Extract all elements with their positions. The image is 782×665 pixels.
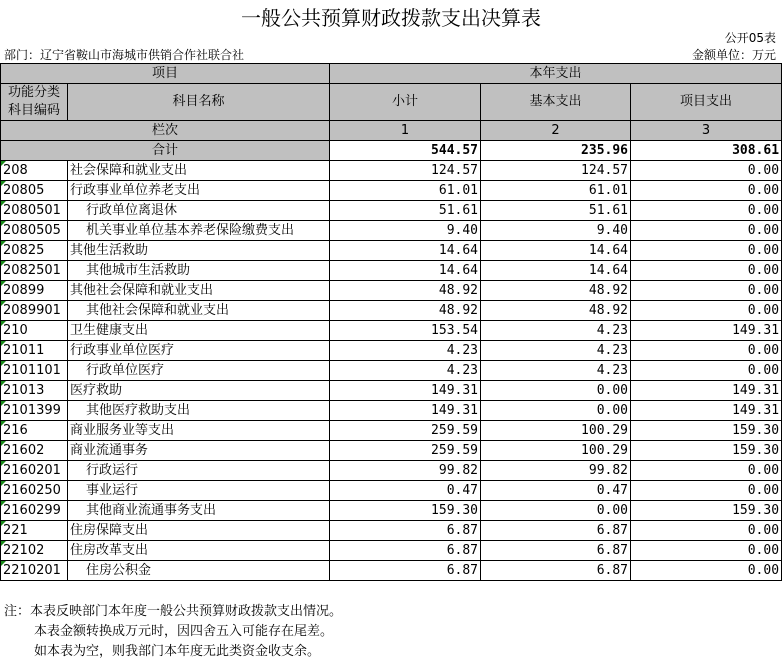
total-subtotal: 544.57 [330, 141, 481, 161]
header-current-year: 本年支出 [330, 64, 782, 84]
table-row [1, 441, 782, 461]
project-expense-cell: 0.00 [631, 541, 782, 561]
page-title: 一般公共预算财政拨款支出决算表 [241, 6, 541, 30]
basic-expense-cell: 0.47 [481, 481, 631, 501]
subject-code-cell: 216 [1, 421, 68, 441]
subtotal-cell: 153.54 [330, 321, 481, 341]
subtotal-cell: 61.01 [330, 181, 481, 201]
subtotal-cell: 149.31 [330, 381, 481, 401]
subject-code-cell: 2082501 [1, 261, 68, 281]
header-row-2 [1, 84, 782, 121]
table-row [1, 421, 782, 441]
subject-name-cell: 行政事业单位养老支出 [68, 181, 330, 201]
subject-code-cell: 2080501 [1, 201, 68, 221]
project-expense-cell: 0.00 [631, 521, 782, 541]
subject-name-cell: 其他社会保障和就业支出 [68, 281, 330, 301]
subject-code-cell: 20899 [1, 281, 68, 301]
subject-code-cell: 221 [1, 521, 68, 541]
subject-code-cell: 22102 [1, 541, 68, 561]
subject-code-cell: 2101101 [1, 361, 68, 381]
subtotal-cell: 4.23 [330, 341, 481, 361]
project-expense-cell: 149.31 [631, 401, 782, 421]
subject-name-cell: 其他城市生活救助 [68, 261, 330, 281]
basic-expense-cell: 0.00 [481, 381, 631, 401]
column-index-3: 3 [631, 121, 782, 141]
subject-name-cell: 行政事业单位医疗 [68, 341, 330, 361]
subject-code-cell: 2210201 [1, 561, 68, 581]
note-3: 如本表为空，则我部门本年度无此类资金收支余。 [34, 644, 321, 659]
subject-code-cell: 21011 [1, 341, 68, 361]
subject-code-cell: 20825 [1, 241, 68, 261]
subject-code-cell: 20805 [1, 181, 68, 201]
subtotal-cell: 4.23 [330, 361, 481, 381]
basic-expense-cell: 4.23 [481, 321, 631, 341]
subject-name-cell: 其他医疗救助支出 [68, 401, 330, 421]
subtotal-cell: 259.59 [330, 421, 481, 441]
table-row [1, 201, 782, 221]
subtotal-cell: 6.87 [330, 521, 481, 541]
total-project: 308.61 [631, 141, 782, 161]
basic-expense-cell: 9.40 [481, 221, 631, 241]
subject-name-cell: 住房改革支出 [68, 541, 330, 561]
subject-code-cell: 21602 [1, 441, 68, 461]
project-expense-cell: 159.30 [631, 501, 782, 521]
table-row [1, 281, 782, 301]
project-expense-cell: 0.00 [631, 221, 782, 241]
note-2: 本表金额转换成万元时，因四舍五入可能存在尾差。 [34, 624, 334, 639]
column-index-row [1, 121, 782, 141]
department-label: 部门：辽宁省鞍山市海城市供销合作社联合社 [4, 48, 245, 62]
basic-expense-cell: 48.92 [481, 301, 631, 321]
subject-code-cell: 2160201 [1, 461, 68, 481]
subtotal-cell: 159.30 [330, 501, 481, 521]
basic-expense-cell: 14.64 [481, 241, 631, 261]
total-basic: 235.96 [481, 141, 631, 161]
table-row [1, 541, 782, 561]
basic-expense-cell: 6.87 [481, 541, 631, 561]
subject-name-cell: 商业流通事务 [68, 441, 330, 461]
subject-code-cell: 2160250 [1, 481, 68, 501]
project-expense-cell: 0.00 [631, 261, 782, 281]
note-1: 注：本表反映部门本年度一般公共预算财政拨款支出情况。 [4, 604, 343, 619]
subtotal-cell: 48.92 [330, 301, 481, 321]
total-label: 合计 [1, 141, 330, 161]
subject-name-cell: 住房公积金 [68, 561, 330, 581]
subtotal-cell: 259.59 [330, 441, 481, 461]
table-row [1, 361, 782, 381]
project-expense-cell: 0.00 [631, 281, 782, 301]
subtotal-cell: 6.87 [330, 561, 481, 581]
project-expense-cell: 149.31 [631, 381, 782, 401]
subject-name-cell: 机关事业单位基本养老保险缴费支出 [68, 221, 330, 241]
header-basic: 基本支出 [481, 84, 631, 121]
subject-name-cell: 事业运行 [68, 481, 330, 501]
subject-code-cell: 208 [1, 161, 68, 181]
subtotal-cell: 14.64 [330, 241, 481, 261]
table-row [1, 341, 782, 361]
subject-name-cell: 社会保障和就业支出 [68, 161, 330, 181]
project-expense-cell: 0.00 [631, 161, 782, 181]
project-expense-cell: 0.00 [631, 461, 782, 481]
subject-code-cell: 2160299 [1, 501, 68, 521]
subject-name-cell: 其他社会保障和就业支出 [68, 301, 330, 321]
amount-unit-label: 金额单位：万元 [691, 48, 776, 62]
subject-code-cell: 2089901 [1, 301, 68, 321]
table-row [1, 501, 782, 521]
total-row [1, 141, 782, 161]
subject-code-cell: 2101399 [1, 401, 68, 421]
basic-expense-cell: 14.64 [481, 261, 631, 281]
table-row [1, 161, 782, 181]
project-expense-cell: 159.30 [631, 421, 782, 441]
subtotal-cell: 124.57 [330, 161, 481, 181]
table-row [1, 181, 782, 201]
header-row-1 [1, 64, 782, 84]
subtotal-cell: 9.40 [330, 221, 481, 241]
basic-expense-cell: 99.82 [481, 461, 631, 481]
basic-expense-cell: 100.29 [481, 421, 631, 441]
subtotal-cell: 48.92 [330, 281, 481, 301]
subject-name-cell: 行政运行 [68, 461, 330, 481]
header-code: 功能分类科目编码 [1, 84, 68, 121]
subject-code-cell: 21013 [1, 381, 68, 401]
subject-name-cell: 商业服务业等支出 [68, 421, 330, 441]
table-row [1, 461, 782, 481]
subject-name-cell: 行政单位医疗 [68, 361, 330, 381]
column-index-label: 栏次 [1, 121, 330, 141]
form-number: 公开05表 [724, 31, 776, 45]
basic-expense-cell: 124.57 [481, 161, 631, 181]
project-expense-cell: 0.00 [631, 361, 782, 381]
project-expense-cell: 159.30 [631, 441, 782, 461]
subject-name-cell: 医疗救助 [68, 381, 330, 401]
subject-name-cell: 其他商业流通事务支出 [68, 501, 330, 521]
subject-code-cell: 210 [1, 321, 68, 341]
project-expense-cell: 0.00 [631, 241, 782, 261]
table-row [1, 521, 782, 541]
header-subtotal: 小计 [330, 84, 481, 121]
basic-expense-cell: 100.29 [481, 441, 631, 461]
subtotal-cell: 6.87 [330, 541, 481, 561]
basic-expense-cell: 0.00 [481, 501, 631, 521]
table-row [1, 261, 782, 281]
basic-expense-cell: 4.23 [481, 341, 631, 361]
subtotal-cell: 14.64 [330, 261, 481, 281]
basic-expense-cell: 4.23 [481, 361, 631, 381]
subject-code-cell: 2080505 [1, 221, 68, 241]
subject-name-cell: 其他生活救助 [68, 241, 330, 261]
table-row [1, 401, 782, 421]
column-index-2: 2 [481, 121, 631, 141]
basic-expense-cell: 61.01 [481, 181, 631, 201]
subject-name-cell: 卫生健康支出 [68, 321, 330, 341]
project-expense-cell: 0.00 [631, 201, 782, 221]
project-expense-cell: 0.00 [631, 181, 782, 201]
footnotes [4, 602, 342, 662]
project-expense-cell: 0.00 [631, 561, 782, 581]
table-row [1, 321, 782, 341]
table-row [1, 381, 782, 401]
subject-name-cell: 行政单位离退休 [68, 201, 330, 221]
subtotal-cell: 149.31 [330, 401, 481, 421]
basic-expense-cell: 48.92 [481, 281, 631, 301]
project-expense-cell: 0.00 [631, 301, 782, 321]
basic-expense-cell: 6.87 [481, 521, 631, 541]
project-expense-cell: 149.31 [631, 321, 782, 341]
project-expense-cell: 0.00 [631, 341, 782, 361]
basic-expense-cell: 0.00 [481, 401, 631, 421]
column-index-1: 1 [330, 121, 481, 141]
table-row [1, 481, 782, 501]
table-row [1, 301, 782, 321]
expenditure-table [0, 63, 782, 581]
header-item: 项目 [1, 64, 330, 84]
header-project: 项目支出 [631, 84, 782, 121]
header-name: 科目名称 [68, 84, 330, 121]
subtotal-cell: 99.82 [330, 461, 481, 481]
basic-expense-cell: 51.61 [481, 201, 631, 221]
table-row [1, 241, 782, 261]
table-row [1, 561, 782, 581]
basic-expense-cell: 6.87 [481, 561, 631, 581]
table-row [1, 221, 782, 241]
subject-name-cell: 住房保障支出 [68, 521, 330, 541]
subtotal-cell: 51.61 [330, 201, 481, 221]
subtotal-cell: 0.47 [330, 481, 481, 501]
project-expense-cell: 0.00 [631, 481, 782, 501]
